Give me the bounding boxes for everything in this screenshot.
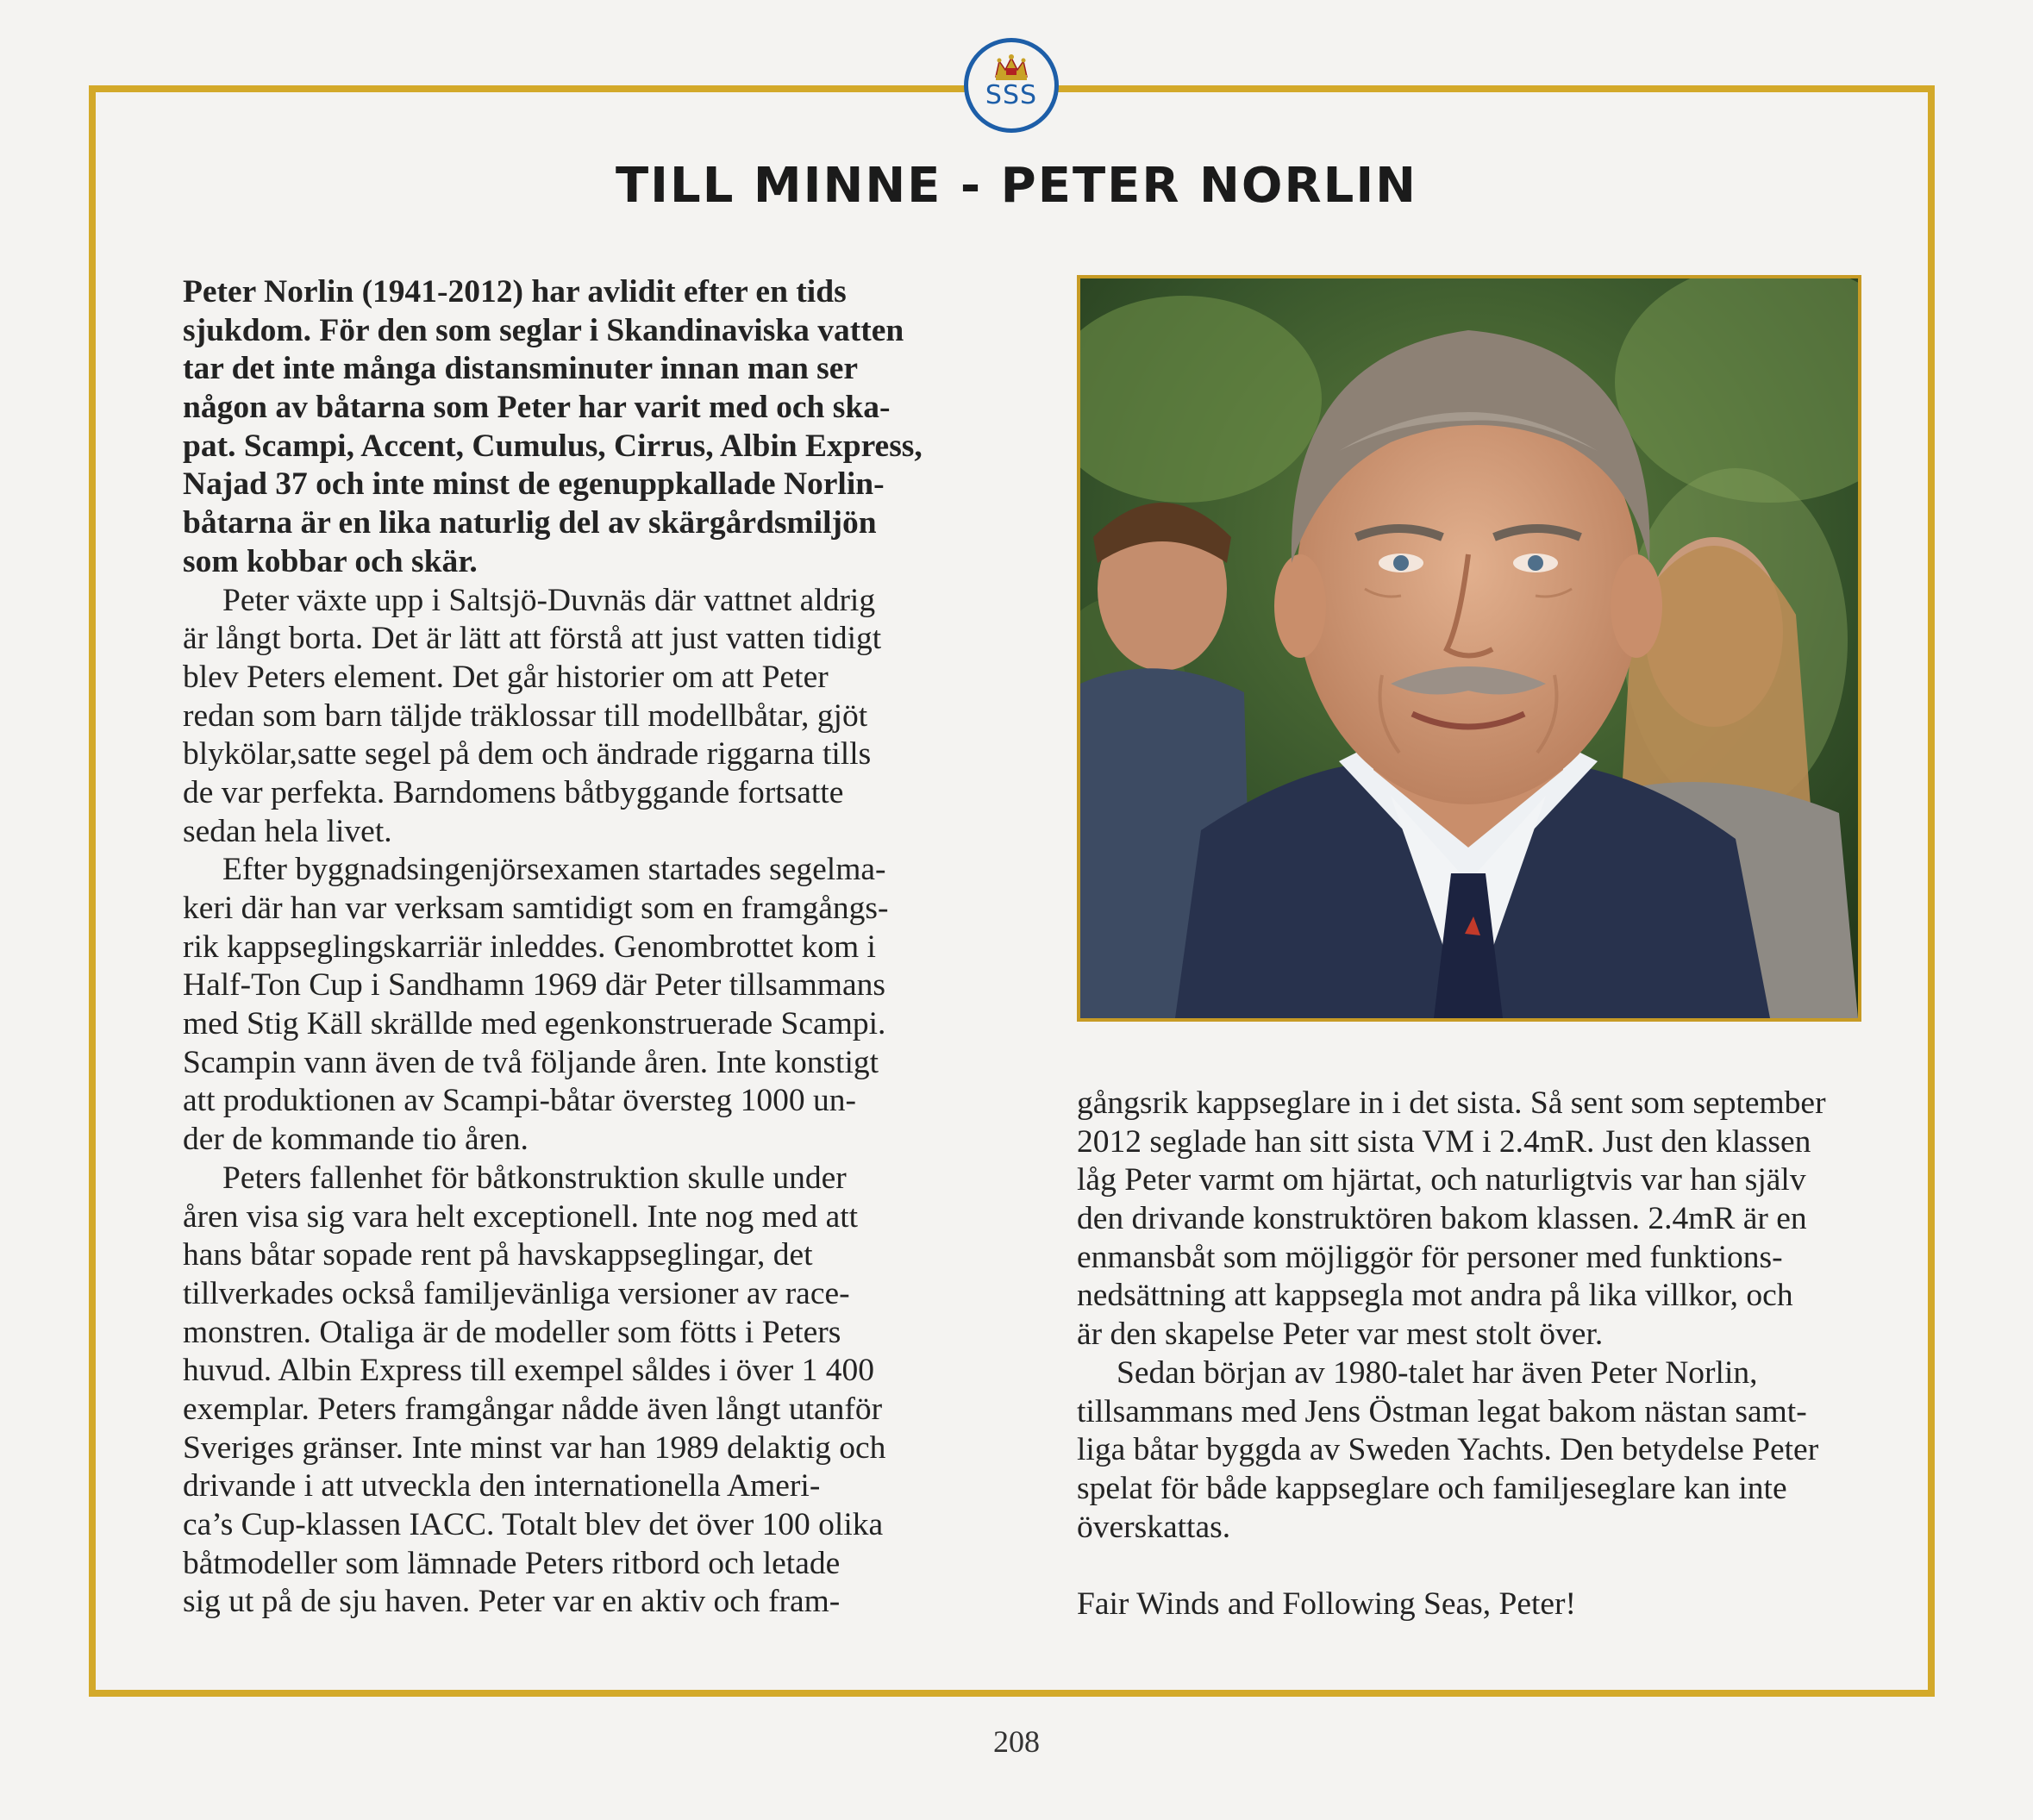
text-line: blykölar,satte segel på dem och ändrade riggarna tills bbox=[183, 736, 872, 772]
page-title: TILL MINNE - PETER NORLIN bbox=[615, 158, 1418, 214]
text-line: låg Peter varmt om hjärtat, och naturligtvis var han själv bbox=[1077, 1162, 1806, 1198]
text-line: Peters fallenhet för båtkonstruktion skulle under bbox=[222, 1160, 847, 1196]
text-line: Half-Ton Cup i Sandhamn 1969 där Peter tillsammans bbox=[183, 967, 885, 1004]
closing-line: Fair Winds and Following Seas, Peter! bbox=[1077, 1585, 1576, 1622]
text-line: pat. Scampi, Accent, Cumulus, Cirrus, Albin Express, bbox=[183, 428, 923, 464]
lead-paragraph bbox=[183, 273, 950, 582]
text-line: huvud. Albin Express till exempel såldes i över 1 400 bbox=[183, 1353, 874, 1389]
portrait-illustration bbox=[1080, 278, 1858, 1018]
text-line: keri där han var verksam samtidigt som en framgångs- bbox=[183, 891, 889, 926]
text-line: Peter växte upp i Saltsjö-Duvnäs där vattnet aldrig bbox=[222, 582, 876, 618]
text-line: liga båtar byggda av Sweden Yachts. Den betydelse Peter bbox=[1077, 1432, 1819, 1468]
text-line: sig ut på de sju haven. Peter var en aktiv och fram- bbox=[183, 1584, 841, 1620]
club-emblem bbox=[964, 38, 1059, 133]
portrait-photo bbox=[1077, 275, 1861, 1022]
text-line: båtarna är en lika naturlig del av skärgårdsmiljön bbox=[183, 505, 877, 541]
body-paragraph bbox=[1077, 1354, 1896, 1547]
text-line: spelat för både kappseglare och familjeseglare kan inte bbox=[1077, 1470, 1787, 1506]
body-paragraph bbox=[1077, 1085, 1896, 1354]
text-line: nedsättning att kappsegla mot andra på lika villkor, och bbox=[1077, 1278, 1793, 1314]
right-column bbox=[1077, 1085, 1896, 1624]
text-line: Scampin vann även de två följande åren. Inte konstigt bbox=[183, 1044, 879, 1080]
text-line: 2012 seglade han sitt sista VM i 2.4mR. Just den klassen bbox=[1077, 1123, 1811, 1160]
blank-line bbox=[1077, 1547, 1896, 1585]
text-line: Efter byggnadsingenjörsexamen startades segelma- bbox=[222, 852, 886, 888]
text-line: är långt borta. Det är lätt att förstå att just vatten tidigt bbox=[183, 621, 882, 657]
text-line: med Stig Käll skrällde med egenkonstruerade Scampi. bbox=[183, 1006, 886, 1042]
text-line: åren visa sig vara helt exceptionell. Inte nog med att bbox=[183, 1198, 859, 1235]
text-line: sjukdom. För den som seglar i Skandinaviska vatten bbox=[183, 312, 904, 348]
text-line: Sveriges gränser. Inte minst var han 1989 delaktig och bbox=[183, 1429, 886, 1466]
text-line: tar det inte många distansminuter innan man ser bbox=[183, 351, 859, 387]
text-line: hans båtar sopade rent på havskappseglingar, det bbox=[183, 1237, 813, 1273]
text-line: de var perfekta. Barndomens båtbyggande fortsatte bbox=[183, 774, 844, 810]
text-line: är den skapelse Peter var mest stolt över. bbox=[1077, 1317, 1604, 1353]
text-line: tillverkades också familjevänliga versioner av race- bbox=[183, 1275, 850, 1311]
text-line: överskattas. bbox=[1077, 1509, 1231, 1545]
text-line: Sedan början av 1980-talet har även Peter Norlin, bbox=[1117, 1354, 1758, 1391]
text-line: enmansbåt som möjliggör för personer med funktions- bbox=[1077, 1239, 1783, 1275]
text-line: der de kommande tio åren. bbox=[183, 1122, 529, 1158]
text-line: exemplar. Peters framgångar nådde även långt utanför bbox=[183, 1391, 883, 1427]
text-line: tillsammans med Jens Östman legat bakom nästan samt- bbox=[1077, 1393, 1807, 1429]
text-line: redan som barn täljde träklossar till modellbåtar, gjöt bbox=[183, 697, 868, 734]
text-line: blev Peters element. Det går historier om att Peter bbox=[183, 659, 829, 695]
text-line: ca’s Cup-klassen IACC. Totalt blev det över 100 olika bbox=[183, 1507, 884, 1542]
text-line: sedan hela livet. bbox=[183, 813, 392, 849]
emblem-letters: SSS bbox=[985, 80, 1038, 110]
text-line: någon av båtarna som Peter har varit med och ska- bbox=[183, 390, 891, 426]
text-line: rik kappseglingskarriär inleddes. Genombrottet kom i bbox=[183, 929, 876, 965]
text-line: båtmodeller som lämnade Peters ritbord och letade bbox=[183, 1545, 841, 1581]
text-line: drivande i att utveckla den internationella Ameri- bbox=[183, 1468, 821, 1504]
text-line: den drivande konstruktören bakom klassen. 2.4mR är en bbox=[1077, 1201, 1807, 1237]
text-line: Najad 37 och inte minst de egenuppkallade Norlin- bbox=[183, 466, 885, 503]
text-line: gångsrik kappseglare in i det sista. Så sent som september bbox=[1077, 1085, 1826, 1121]
text-line: monstren. Otaliga är de modeller som fötts i Peters bbox=[183, 1314, 841, 1350]
text-line: som kobbar och skär. bbox=[183, 543, 478, 579]
text-line: Peter Norlin (1941-2012) har avlidit efter en tids bbox=[183, 274, 847, 310]
body-paragraph bbox=[183, 1160, 950, 1622]
body-paragraph bbox=[183, 851, 950, 1160]
body-paragraph bbox=[183, 582, 950, 852]
text-line: att produktionen av Scampi-båtar översteg 1000 un- bbox=[183, 1083, 857, 1119]
left-column bbox=[183, 273, 950, 1622]
page-number: 208 bbox=[993, 1724, 1040, 1759]
